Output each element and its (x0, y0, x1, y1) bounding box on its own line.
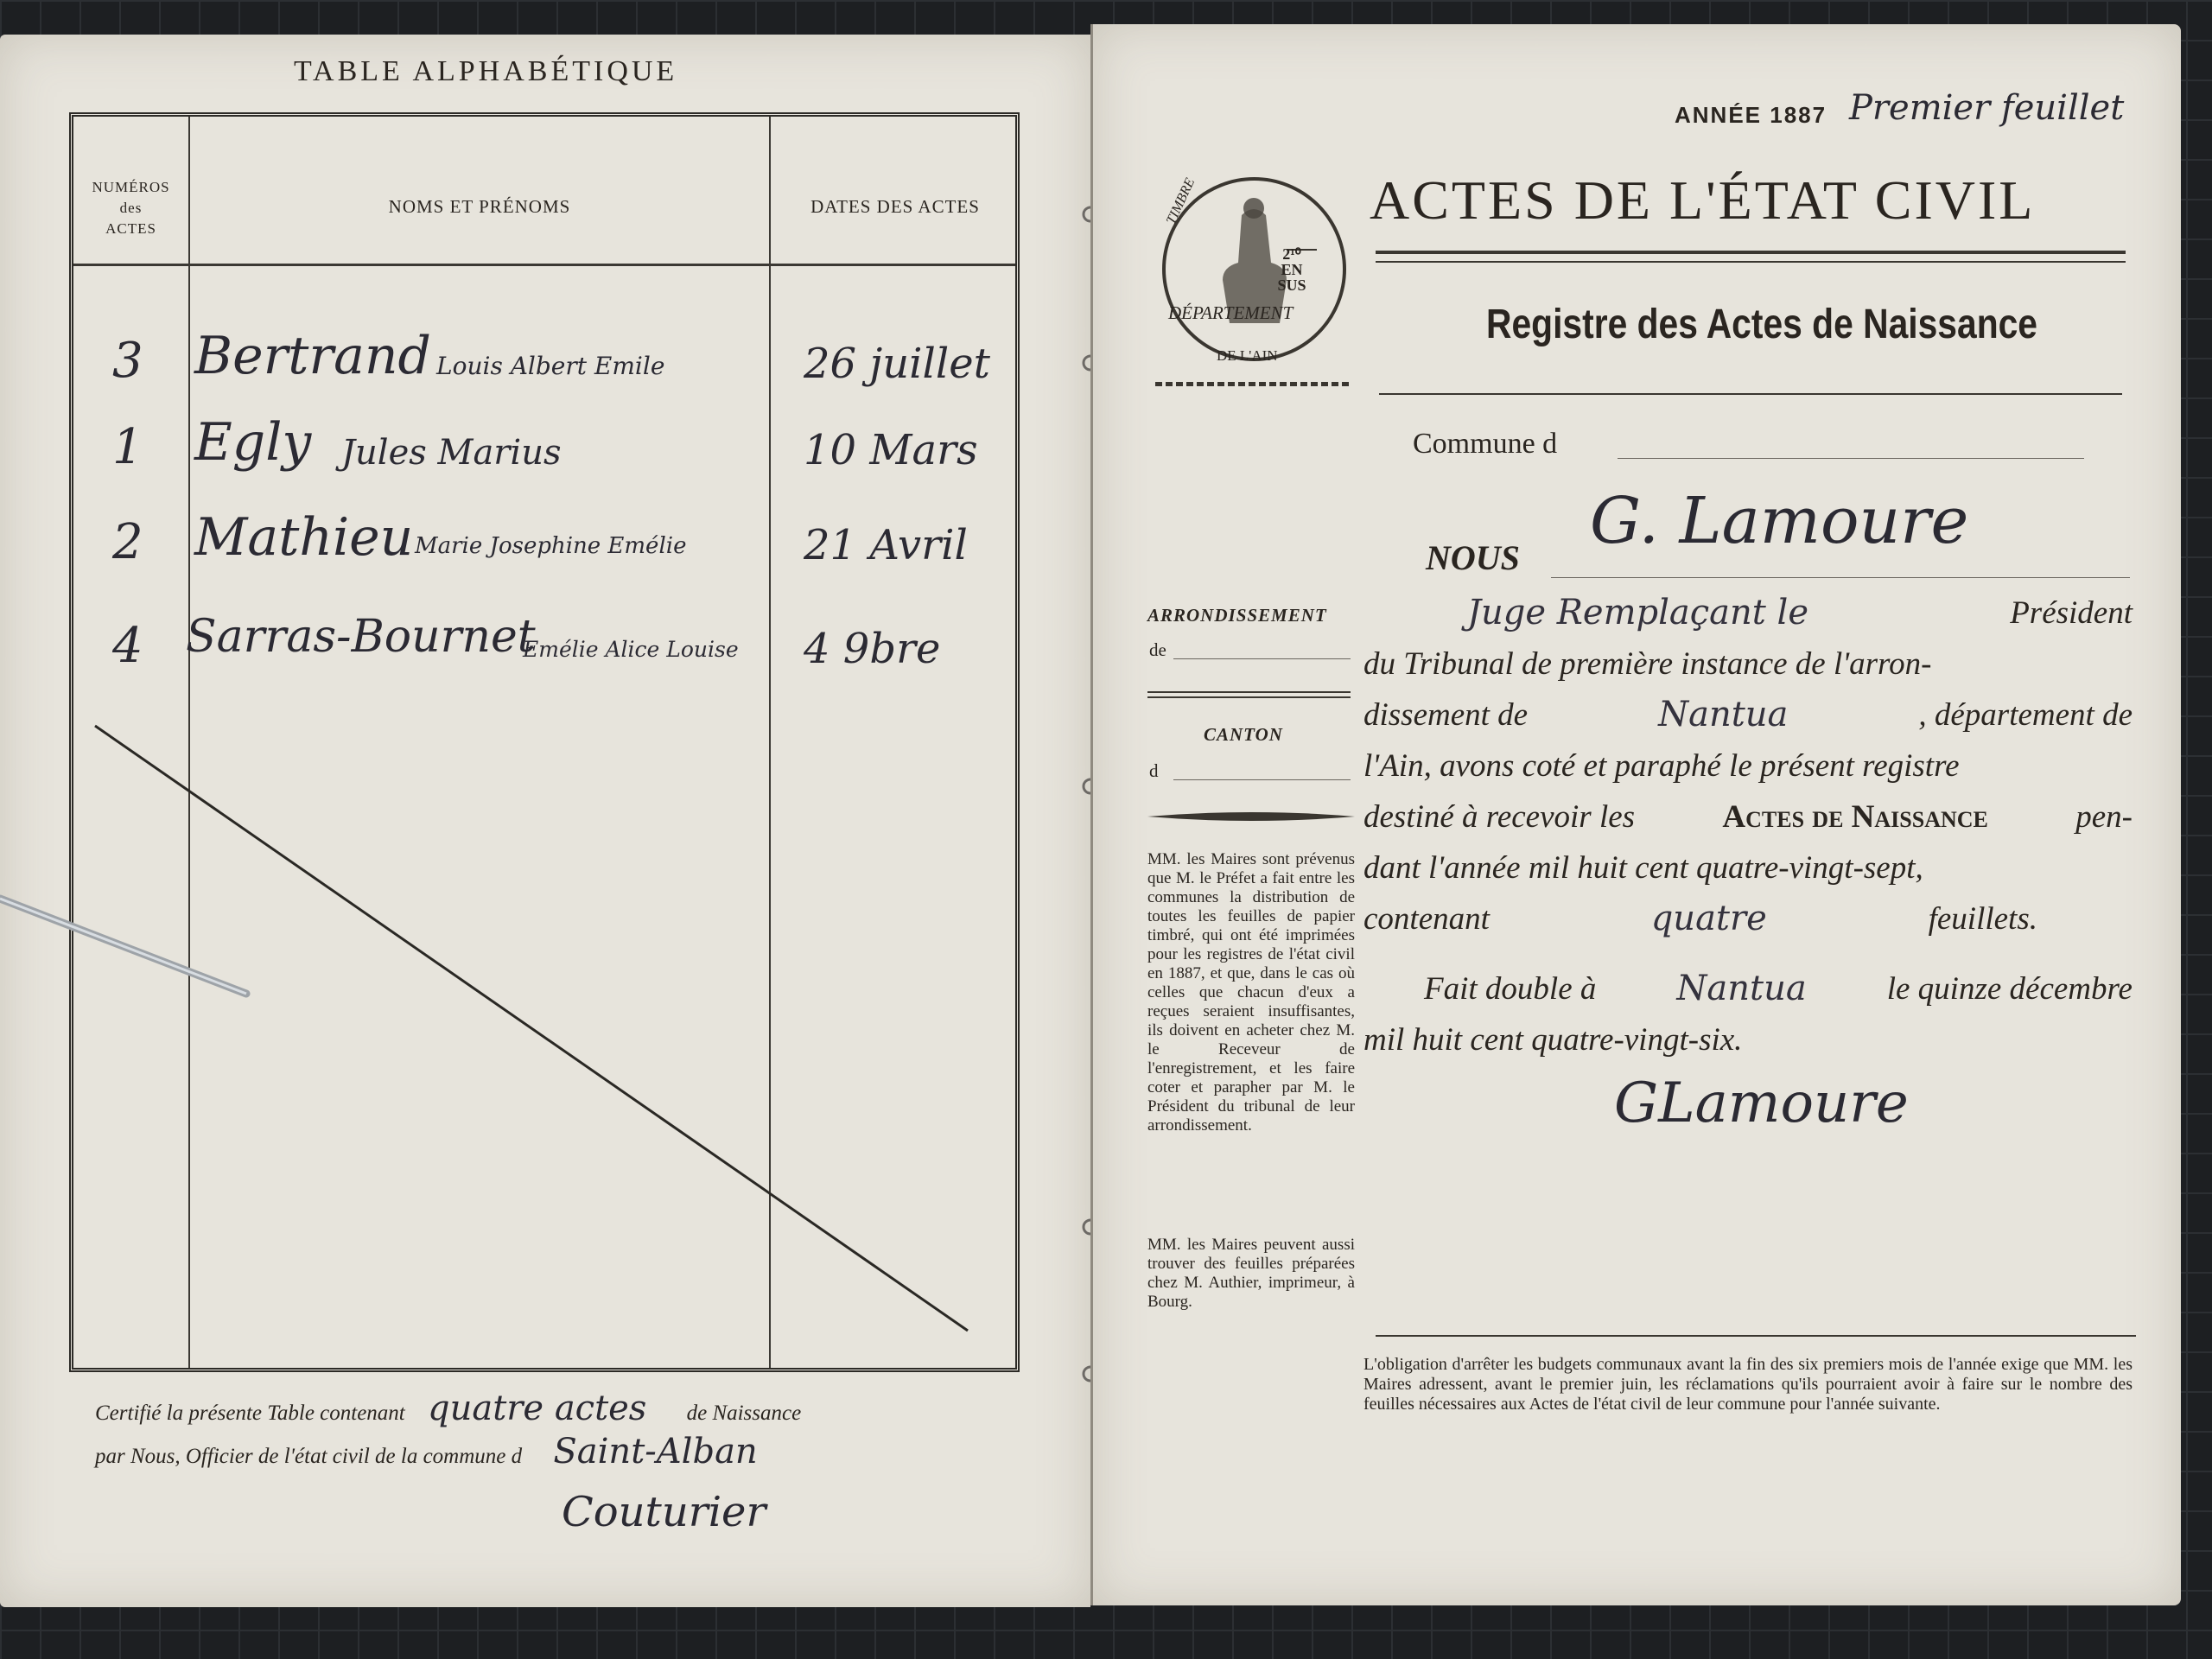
officer-signature: Couturier (562, 1488, 766, 1536)
body-handwritten-place: Nantua (1658, 695, 1789, 734)
given-names: Emélie Alice Louise (523, 637, 739, 662)
surname: Sarras-Bournet (186, 611, 536, 663)
judge-signature: GLamoure (1614, 1071, 1909, 1135)
act-date: 21 Avril (804, 521, 968, 569)
act-number: 1 (112, 419, 143, 475)
body-text-line: Fait double à (1424, 971, 1597, 1007)
surname: Egly (194, 412, 312, 473)
register-rule (1379, 393, 2122, 395)
cert-text: Certifié la présente Table contenant (95, 1402, 405, 1425)
stamp-ain: DE L'AIN (1217, 347, 1278, 364)
act-number: 4 (112, 618, 143, 674)
sidebar-rule (1147, 691, 1351, 693)
title-rule (1376, 261, 2126, 263)
body-text-line: pen- (2075, 799, 2133, 835)
act-date: 26 juillet (804, 340, 990, 388)
arrondissement-de: de (1149, 639, 1166, 660)
canton-d: d (1149, 760, 1159, 781)
act-date: 10 Mars (804, 426, 978, 474)
ornament-rule (1147, 808, 1355, 825)
body-handwritten-count: quatre (1650, 899, 1767, 938)
cert-handwritten-count: quatre actes (428, 1389, 647, 1428)
canton-blank (1173, 779, 1351, 780)
body-text-emphasis: Actes de Naissance (1722, 799, 1988, 835)
body-text-line: dissement de (1363, 697, 1529, 733)
body-text-line: dant l'année mil huit cent quatre-vingt-sept, (1363, 850, 1923, 886)
judge-name-handwritten: G. Lamoure (1590, 484, 1969, 558)
nous-label: NOUS (1426, 538, 1520, 577)
first-sheet-note: Premier feuillet (1849, 88, 2125, 128)
stamp-department: DÉPARTEMENT (1168, 302, 1294, 323)
surname: Bertrand (194, 326, 431, 386)
body-text-line: du Tribunal de première instance de l'arron- (1363, 646, 1932, 682)
given-names: Jules Marius (341, 433, 562, 473)
budget-notice: L'obligation d'arrêter les budgets communaux avant la fin des six premiers mois de l'année exige que MM. les Maires adressent, avant le premier juin, les réclamations qu'ils pourraient avoir à faire sur le nombre des feuilles nécessaires aux Actes de l'état civil de leur commune pour l'année suivante. (1363, 1355, 2133, 1414)
table-title: TABLE ALPHABÉTIQUE (294, 55, 678, 87)
mayor-notice: MM. les Maires sont prévenus que M. le Préfet a fait entre les communes la distribution de toutes les feuilles de papier timbré, qui ont été imprimées pour les registres de l'état civil en 1887, et que, dans le cas où celles que chacun d'eux a reçues seraient insuffisantes, ils doivent en acheter chez M. le Receveur de l'enregistrement, et les faire coter et parapher par M. le Président du tribunal de leur arrondissement. (1147, 850, 1355, 1135)
sidebar-rule (1147, 696, 1351, 698)
footer-rule (1376, 1335, 2136, 1337)
act-number: 3 (112, 333, 143, 389)
canton-label: CANTON (1204, 724, 1283, 745)
mayor-notice-printer: MM. les Maires peuvent aussi trouver des feuilles préparées chez M. Authier, imprimeur, à Bourg. (1147, 1236, 1355, 1311)
given-names: Louis Albert Emile (436, 352, 665, 380)
body-text-line: l'Ain, avons coté et paraphé le présent registre (1363, 748, 1960, 784)
col-header-number: NUMÉROS des ACTES (92, 179, 170, 237)
surname: Mathieu (194, 507, 414, 568)
commune-blank (1618, 458, 2084, 459)
commune-label: Commune d (1413, 428, 1558, 460)
body-text-line: le quinze décembre (1886, 971, 2133, 1007)
certification-block (95, 1389, 1037, 1536)
stamp-label: TIMBRE (1163, 175, 1198, 227)
cert-text: par Nous, Officier de l'état civil de la commune d (95, 1445, 523, 1468)
tax-stamp-seal (1162, 177, 1346, 361)
given-names: Marie Josephine Emélie (415, 533, 687, 559)
main-title: ACTES DE L'ÉTAT CIVIL (1370, 169, 2036, 231)
body-text-line: contenant (1363, 901, 1490, 937)
body-handwritten-place: Nantua (1676, 969, 1807, 1008)
register-title: Registre des Actes de Naissance (1486, 302, 2038, 347)
act-number: 2 (112, 514, 143, 570)
cert-handwritten-commune: Saint-Alban (553, 1432, 758, 1471)
registration-body (1363, 588, 2133, 1065)
stamp-value: 2¹⁰ EN SUS (1277, 245, 1306, 294)
arrondissement-blank (1173, 658, 1351, 659)
col-header-names: NOMS ET PRÉNOMS (388, 196, 571, 217)
body-text-line: mil huit cent quatre-vingt-six. (1363, 1022, 1743, 1058)
act-date: 4 9bre (804, 625, 941, 673)
cert-text: de Naissance (686, 1402, 802, 1425)
body-text-line: feuillets. (1928, 901, 2037, 937)
body-text-line: , département de (1918, 697, 2133, 733)
nous-blank (1551, 577, 2130, 578)
title-rule (1376, 251, 2126, 254)
arrondissement-label: ARRONDISSEMENT (1147, 605, 1327, 626)
body-text-line: Président (2010, 595, 2133, 631)
stamp-underline (1155, 382, 1350, 386)
body-handwritten-title: Juge Remplaçant le (1467, 593, 1809, 632)
body-text-line: destiné à recevoir les (1363, 799, 1636, 835)
year-heading: ANNÉE 1887 (1675, 102, 1827, 128)
col-header-dates: DATES DES ACTES (810, 196, 980, 217)
